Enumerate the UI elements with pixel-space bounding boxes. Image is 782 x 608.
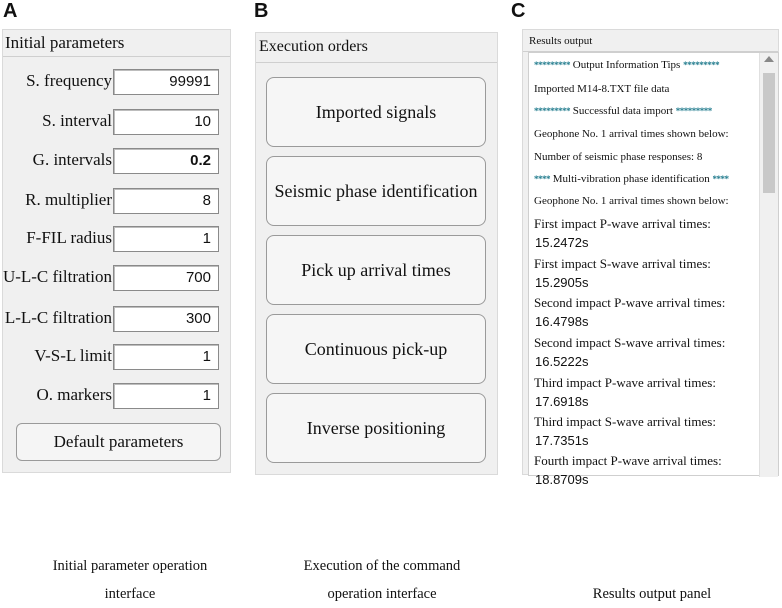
result-value: 17.7351s — [535, 433, 589, 448]
result-label: First impact S-wave arrival times: — [534, 256, 711, 271]
param-row-u-l-c-filtration — [3, 265, 232, 293]
sampling-interval-input[interactable]: 10 — [113, 109, 219, 135]
result-label: Third impact S-wave arrival times: — [534, 414, 716, 429]
pick-up-arrival-times-button[interactable]: Pick up arrival times — [266, 235, 486, 305]
execution-orders-panel — [255, 32, 498, 475]
param-row-o-markers — [3, 383, 232, 411]
result-label: Third impact P-wave arrival times: — [534, 375, 716, 390]
caption-line: interface — [104, 586, 156, 602]
stars-separator: ********* — [683, 60, 720, 70]
panel-title: Execution orders — [259, 38, 368, 55]
result-label: First impact P-wave arrival times: — [534, 216, 711, 231]
panel-label-c: C — [511, 0, 526, 22]
param-label: V-S-L limit — [34, 346, 112, 365]
imported-signals-button[interactable]: Imported signals — [266, 77, 486, 147]
default-parameters-button[interactable]: Default parameters — [16, 423, 221, 461]
v-s-l-limit-input[interactable]: 1 — [113, 344, 219, 370]
l-l-c-filtration-input[interactable]: 300 — [113, 306, 219, 332]
param-label: S. frequency — [26, 71, 112, 90]
caption-line: Results output panel — [592, 586, 712, 602]
g-intervals-input[interactable]: 0.2 — [113, 148, 219, 174]
divider — [3, 56, 230, 57]
caption-b — [252, 552, 512, 608]
output-tips-line — [534, 59, 719, 71]
stars-separator: **** — [712, 174, 729, 184]
stars-separator: ********* — [534, 60, 570, 70]
multi-vibration-line — [534, 173, 729, 185]
geophone-line: Geophone No. 1 arrival times shown below: — [534, 195, 729, 207]
scroll-up-arrow-icon[interactable] — [764, 56, 774, 62]
param-row-f-fil-radius — [3, 226, 232, 254]
sampling-frequency-input[interactable]: 99991 — [113, 69, 219, 95]
result-label: Fourth impact P-wave arrival times: — [534, 453, 722, 468]
output-tips-text: Output Information Tips — [572, 59, 681, 71]
multi-vibration-text: Multi-vibration phase identification — [552, 173, 710, 185]
param-label: O. markers — [36, 385, 112, 404]
success-line — [534, 105, 712, 117]
geophone-line: Geophone No. 1 arrival times shown below: — [534, 128, 729, 140]
param-row-v-s-l-limit — [3, 344, 232, 372]
results-output-textbox[interactable] — [528, 52, 779, 487]
result-value: 16.5222s — [535, 354, 589, 369]
scrollbar-thumb[interactable] — [763, 73, 775, 193]
inverse-positioning-button[interactable]: Inverse positioning — [266, 393, 486, 463]
caption-c — [522, 580, 782, 608]
param-row-l-l-c-filtration — [3, 306, 232, 334]
param-label: S. interval — [42, 111, 112, 130]
panel-title: Results output — [529, 35, 593, 47]
panel-label-a: A — [3, 0, 18, 22]
param-row-sampling-frequency — [3, 69, 232, 97]
param-label: F-FIL radius — [26, 228, 112, 247]
caption-line: operation interface — [327, 586, 437, 602]
continuous-pick-up-button[interactable]: Continuous pick-up — [266, 314, 486, 384]
results-output-panel — [522, 29, 779, 487]
o-markers-input[interactable]: 1 — [113, 383, 219, 409]
param-label: L-L-C filtration — [4, 308, 112, 327]
result-value: 15.2905s — [535, 275, 589, 290]
stars-separator: ********* — [675, 106, 712, 116]
param-label: R. multiplier — [25, 190, 112, 209]
success-text: Successful data import — [572, 105, 673, 117]
result-value: 16.4798s — [535, 314, 589, 329]
result-label: Second impact P-wave arrival times: — [534, 295, 726, 310]
param-label: G. intervals — [32, 150, 112, 169]
u-l-c-filtration-input[interactable]: 700 — [113, 265, 219, 291]
responses-line: Number of seismic phase responses: 8 — [534, 151, 703, 163]
seismic-phase-identification-button[interactable]: Seismic phase identification — [266, 156, 486, 226]
param-label: U-L-C filtration — [2, 267, 112, 286]
r-multiplier-input[interactable]: 8 — [113, 188, 219, 214]
result-label: Second impact S-wave arrival times: — [534, 335, 726, 350]
param-row-sampling-interval — [3, 109, 232, 137]
vertical-scrollbar[interactable] — [759, 53, 778, 477]
result-value: 18.8709s — [535, 472, 589, 487]
panel-title: Initial parameters — [5, 33, 125, 52]
stars-separator: ********* — [534, 106, 570, 116]
param-row-r-multiplier — [3, 188, 232, 216]
caption-line: Execution of the command — [303, 558, 461, 574]
caption-a — [0, 552, 260, 608]
divider — [256, 62, 497, 63]
initial-parameters-panel — [2, 29, 231, 473]
f-fil-radius-input[interactable]: 1 — [113, 226, 219, 252]
result-value: 17.6918s — [535, 394, 589, 409]
result-value: 15.2472s — [535, 235, 589, 250]
caption-line: Initial parameter operation — [52, 558, 208, 574]
panel-label-b: B — [254, 0, 269, 22]
param-row-g-intervals — [3, 148, 232, 176]
stars-separator: **** — [534, 174, 550, 184]
import-line: Imported M14-8.TXT file data — [534, 83, 670, 95]
